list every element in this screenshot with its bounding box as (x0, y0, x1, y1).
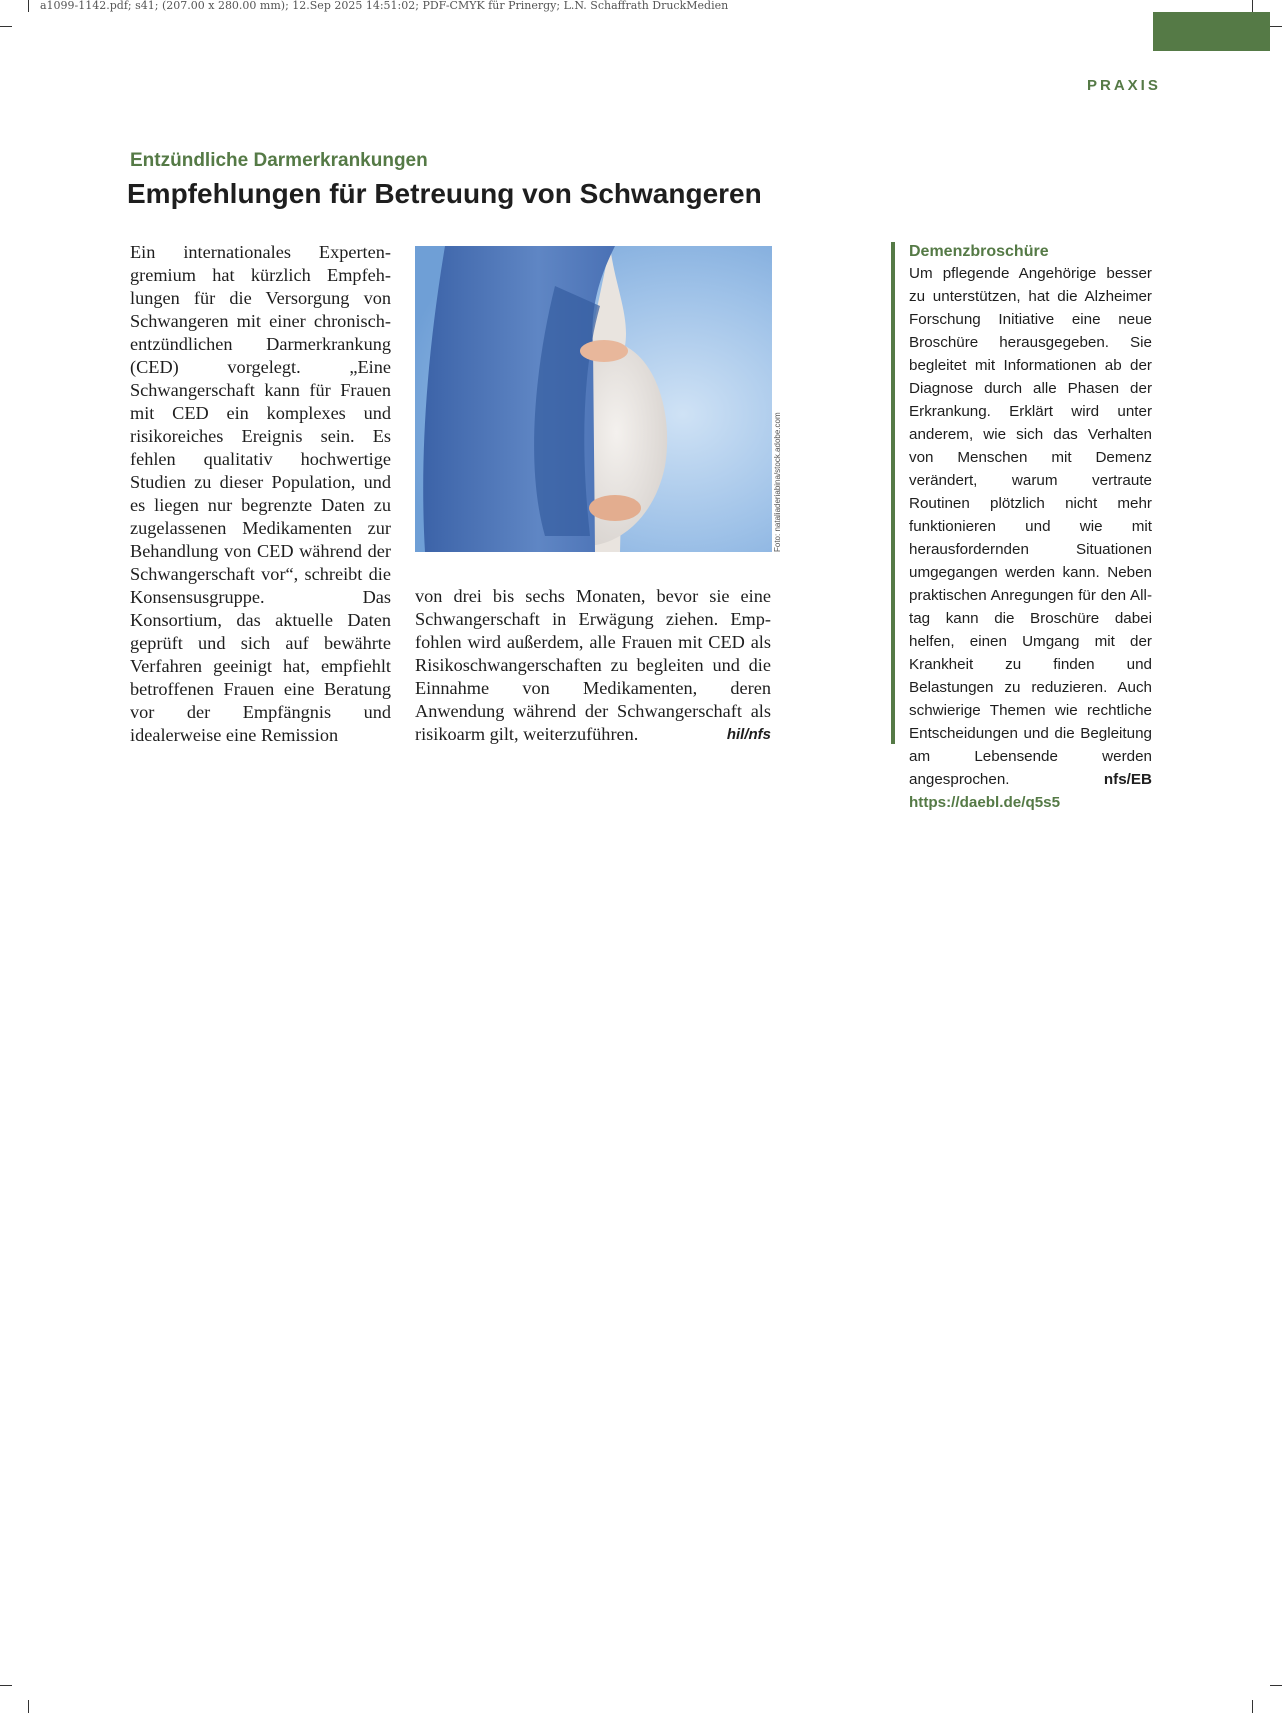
article-headline: Empfehlungen für Betreuung von Schwangeren (127, 178, 762, 209)
article-kicker: Entzündliche Darmerkrankungen (130, 150, 428, 171)
sidebar-author: nfs/EB (1103, 771, 1152, 788)
article-paragraph: Ein internationales Expertengremium hat kürzlich Empfehlungen für die Versorgung von Schwangeren mit einer chronisch-entzündlichen Darmerkrankung (CED) vorgelegt. „Eine Schwangerschaft kann für Frauen mit CED ein komplexes und risikoreiches Ereignis sein. Es fehlen qualitativ hochwertige Studien zu dieser Population, und es liegen nur begrenzte Daten zu zugelassenen Medikamenten zur Behandlung von CED während der Schwangerschaft vor“, schreibt die Konsensusgruppe. Das Konsortium, das aktuelle Daten geprüft und sich auf bewährte Verfahren geeinigt hat, empfiehlt betroffenen Frauen eine Beratung vor der Empfängnis und idealerweise eine Remission (130, 242, 391, 745)
crop-mark (0, 26, 12, 27)
article-photo (415, 246, 772, 552)
sidebar-text (909, 262, 1152, 791)
sidebar-box (891, 242, 1152, 811)
section-color-tab (1153, 12, 1270, 51)
crop-mark (1252, 0, 1253, 12)
article-paragraph-text: von drei bis sechs Monaten, bevor sie eine Schwangerschaft in Erwägung ziehen. Empfohlen wird außerdem, alle Frauen mit CED als Risikoschwangerschaften zu begleiten und die Einnahme von Medikamenten, deren Anwendung während der Schwangerschaft als risikoarm gilt, weiterzuführen. (415, 586, 771, 744)
crop-mark (28, 0, 29, 12)
article-column-1 (130, 241, 391, 747)
crop-mark (1270, 26, 1282, 27)
print-info: a1099-1142.pdf; s41; (207.00 x 280.00 mm); 12.Sep 2025 14:51:02; PDF-CMYK für Prinergy; L.N. Schaffrath DruckMedien (40, 0, 729, 12)
article-column-2 (415, 585, 771, 746)
crop-mark (28, 1700, 29, 1713)
article-paragraph (415, 585, 771, 746)
article-author: hil/nfs (726, 726, 771, 743)
crop-mark (0, 1685, 12, 1686)
crop-mark (1252, 1700, 1253, 1713)
photo-credit: Foto: nataliaderiabina/stock.adobe.com (773, 412, 782, 552)
crop-mark (1270, 1685, 1282, 1686)
sidebar-title: Demenzbroschüre (909, 243, 1049, 260)
sidebar-paragraph: Um pflegende Angehörige besser zu unterstützen, hat die Alzheimer Forschung Initiative eine neue Broschüre herausgegeben. Sie begleitet mit Informationen ab der Diagnose durch alle Phasen der Erkrankung. Erklärt wird unter anderem, wie sich das Verhalten von Menschen mit Demenz verändert, warum vertraute Routinen plötzlich nicht mehr funktionieren und wie mit herausfordernden Situationen umgegangen werden kann. Neben praktischen Anregungen für den Alltag kann die Broschüre dabei helfen, einen Umgang mit der Krankheit zu finden und Belastungen zu reduzieren. Auch schwierige Themen wie rechtliche Entscheidungen und die Begleitung am Lebensende werden angesprochen. (909, 265, 1152, 788)
section-label: PRAXIS (1087, 77, 1161, 94)
sidebar-link[interactable]: https://daebl.de/q5s5 (909, 794, 1061, 811)
